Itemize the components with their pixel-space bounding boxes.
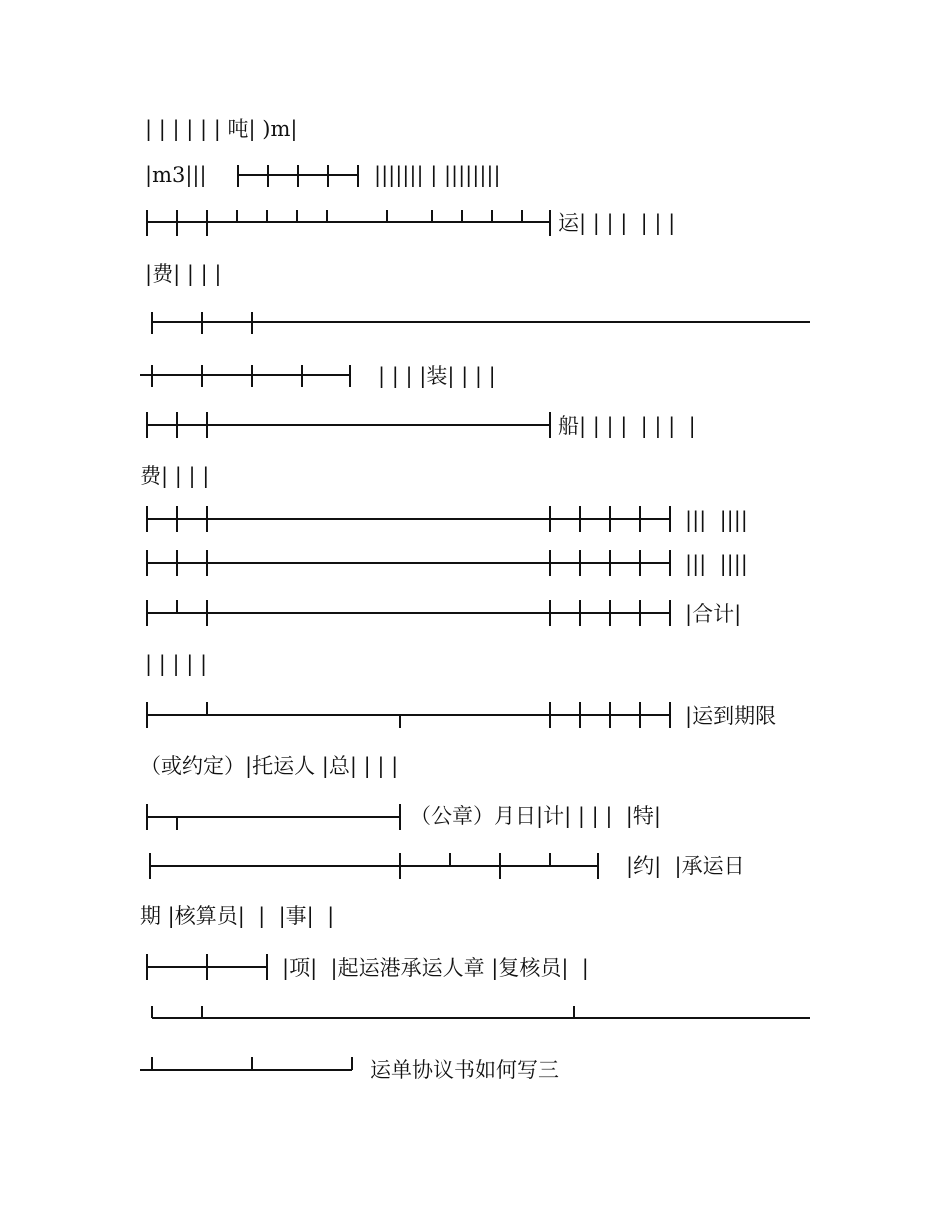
text-line-14: （或约定）|托运人 |总| | | |	[140, 754, 399, 778]
text-line-08: 费| | | |	[140, 464, 210, 488]
text-line-04: 运| | | | | | |	[558, 211, 676, 235]
text-line-11: |合计|	[685, 602, 742, 626]
text-line-02: |m3|||	[145, 163, 207, 187]
text-line-01: | | | | | | 吨| )m|	[145, 117, 298, 141]
text-line-06: | | | |装| | | |	[378, 364, 496, 388]
text-line-13: |运到期限	[685, 704, 777, 728]
text-line-03: ||||||| | ||||||||	[374, 163, 501, 187]
text-line-09: ||| ||||	[685, 508, 748, 532]
text-line-19: 运单协议书如何写三	[370, 1058, 559, 1082]
text-line-10: ||| ||||	[685, 552, 748, 576]
text-line-15: （公章）月日|计| | | | |特|	[410, 804, 661, 828]
text-line-18: |项| |起运港承运人章 |复核员| |	[282, 956, 589, 980]
text-line-17: 期 |核算员| | |事| |	[140, 904, 335, 928]
text-line-16: |约| |承运日	[626, 854, 745, 878]
text-line-05: |费| | | |	[145, 262, 222, 286]
text-line-07: 船| | | | | | | |	[558, 414, 696, 438]
text-line-12: | | | | |	[145, 652, 208, 676]
